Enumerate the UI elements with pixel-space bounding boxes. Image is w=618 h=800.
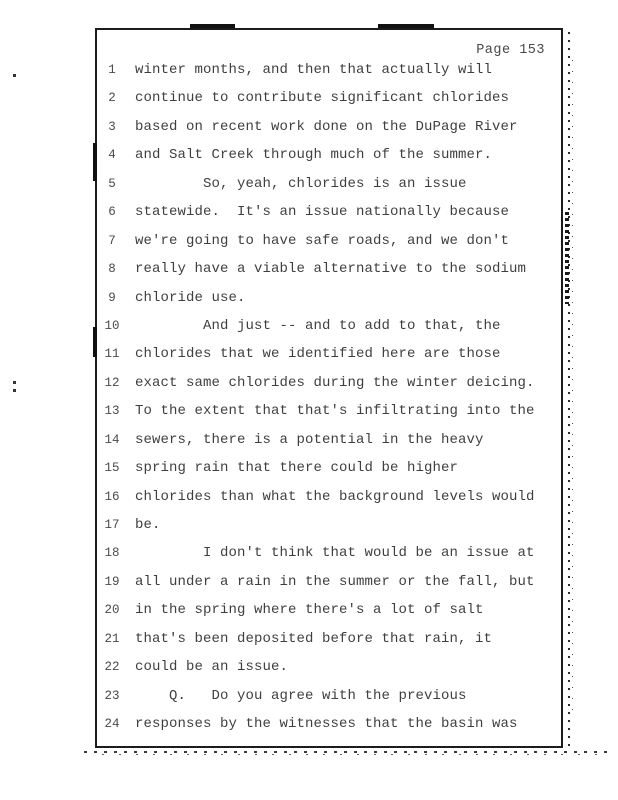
transcript-line <box>97 290 561 318</box>
line-text: And just -- and to add to that, the <box>135 317 501 334</box>
line-number: 3 <box>108 119 116 134</box>
line-number: 7 <box>108 233 116 248</box>
line-number: 11 <box>104 347 120 362</box>
line-number: 19 <box>104 574 120 589</box>
line-text: be. <box>135 517 161 533</box>
line-text: To the extent that that's infiltrating into the <box>135 403 535 420</box>
line-text: all under a rain in the summer or the fall, but <box>135 573 535 590</box>
line-text: chlorides that we identified here are those <box>135 346 501 363</box>
transcript-line <box>97 119 561 147</box>
line-text: exact same chlorides during the winter deicing. <box>135 374 535 391</box>
transcript-line <box>97 90 561 118</box>
line-text: I don't think that would be an issue at <box>135 545 535 562</box>
line-text: and Salt Creek through much of the summer. <box>135 147 493 164</box>
line-text: in the spring where there's a lot of salt <box>135 602 484 619</box>
line-number: 4 <box>108 148 116 163</box>
line-number: 6 <box>108 205 116 220</box>
transcript-line <box>97 688 561 716</box>
scan-artifact-margin-dot <box>13 74 16 77</box>
line-number: 17 <box>104 518 120 532</box>
transcript-line <box>97 602 561 630</box>
transcript-line <box>97 432 561 460</box>
transcript-line <box>97 204 561 232</box>
scan-artifact-margin-dot <box>13 381 16 384</box>
scan-artifact-margin-dot <box>13 389 16 392</box>
line-number: 23 <box>104 688 120 703</box>
line-text: based on recent work done on the DuPage River <box>135 118 518 135</box>
transcript-line <box>97 631 561 659</box>
transcript-page-border <box>95 28 563 748</box>
transcript-line <box>97 574 561 602</box>
scan-artifact-bottom-speckle <box>96 754 608 755</box>
line-text: continue to contribute significant chlorides <box>135 90 510 107</box>
line-number: 2 <box>108 91 116 106</box>
transcript-line <box>97 375 561 403</box>
line-number: 9 <box>108 290 116 305</box>
line-number: 10 <box>104 318 120 333</box>
line-number: 21 <box>104 631 120 646</box>
line-number: 24 <box>104 717 120 732</box>
line-number: 5 <box>108 176 116 191</box>
line-number: 18 <box>104 546 120 561</box>
scan-artifact-dotted-edge <box>572 60 573 720</box>
transcript-line <box>97 716 561 744</box>
page-number-label: Page 153 <box>476 43 545 58</box>
line-text: Q. Do you agree with the previous <box>135 687 467 704</box>
transcript-line <box>97 318 561 346</box>
line-number: 12 <box>104 375 120 390</box>
transcript-line <box>97 517 561 545</box>
line-number: 20 <box>104 603 120 618</box>
line-text: winter months, and then that actually will <box>135 62 493 78</box>
line-number: 14 <box>104 432 120 447</box>
line-text: we're going to have safe roads, and we don't <box>135 232 510 249</box>
line-number: 22 <box>104 660 120 675</box>
transcript-line <box>97 176 561 204</box>
scan-artifact-right-noise-clump <box>565 212 569 304</box>
line-text: chloride use. <box>135 289 246 306</box>
line-text: that's been deposited before that rain, it <box>135 630 493 647</box>
line-text: responses by the witnesses that the basin was <box>135 716 518 733</box>
transcript-line <box>97 233 561 261</box>
line-number: 1 <box>108 63 116 77</box>
transcript-line <box>97 346 561 374</box>
scan-artifact-bottom-speckle <box>84 751 614 753</box>
line-number: 8 <box>108 262 116 277</box>
transcript-line <box>97 147 561 175</box>
transcript-line <box>97 659 561 687</box>
line-number: 15 <box>104 461 120 476</box>
line-text: sewers, there is a potential in the heavy <box>135 431 484 448</box>
transcript-line <box>97 403 561 431</box>
line-text: chlorides than what the background levels would <box>135 488 535 505</box>
transcript-line <box>97 460 561 488</box>
line-text: statewide. It's an issue nationally because <box>135 204 510 221</box>
transcript-line <box>97 545 561 573</box>
line-number: 16 <box>104 489 120 504</box>
line-text: could be an issue. <box>135 659 289 676</box>
transcript-line <box>97 261 561 289</box>
transcript-line <box>97 489 561 517</box>
line-text: So, yeah, chlorides is an issue <box>135 175 467 192</box>
line-text: spring rain that there could be higher <box>135 460 459 477</box>
transcript-lines <box>97 62 561 745</box>
scan-artifact-dotted-edge <box>568 32 570 748</box>
transcript-line <box>97 62 561 90</box>
line-text: really have a viable alternative to the sodium <box>135 261 527 278</box>
line-number: 13 <box>104 404 120 419</box>
